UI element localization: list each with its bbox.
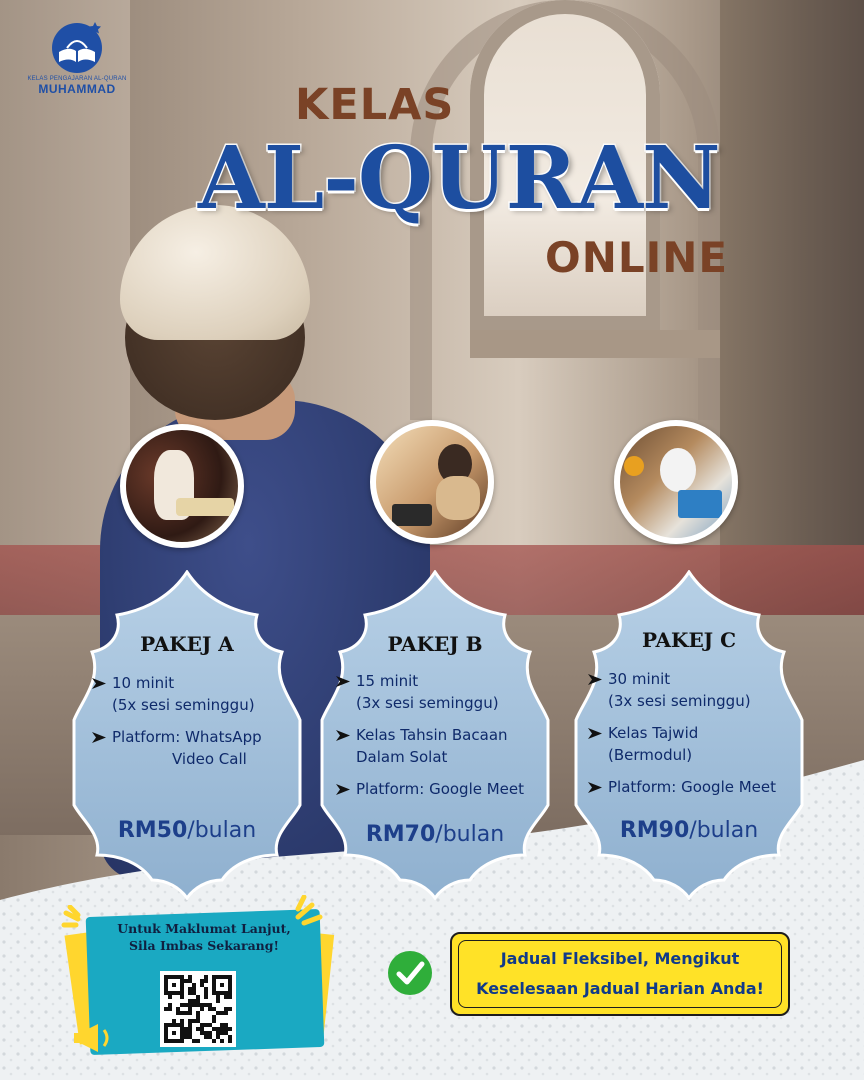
heading-online: ONLINE xyxy=(545,233,729,282)
arrow-bullet-icon xyxy=(588,782,602,793)
qr-code-pattern xyxy=(164,975,232,1043)
feature-item xyxy=(588,776,776,798)
arrow-bullet-icon xyxy=(92,732,106,743)
feature-line: Dalam Solat xyxy=(356,748,448,766)
spark-lines-icon xyxy=(60,905,100,935)
package-card-b xyxy=(320,570,550,900)
banner-line: Keselesaan Jadual Harian Anda! xyxy=(476,979,764,998)
feature-item xyxy=(588,722,776,766)
package-a-features xyxy=(92,672,262,780)
cta-line: Sila Imbas Sekarang! xyxy=(128,938,280,953)
logo-subtitle: KELAS PENGAJARAN AL-QURAN xyxy=(27,76,127,82)
qr-code[interactable] xyxy=(160,971,236,1047)
price-unit: /bulan xyxy=(187,818,257,843)
price-unit: /bulan xyxy=(689,818,759,843)
feature-item xyxy=(92,672,262,716)
arrow-bullet-icon xyxy=(588,728,602,739)
heading-kelas: KELAS xyxy=(295,80,455,130)
price-amount: RM90 xyxy=(619,818,690,843)
package-card-a xyxy=(72,570,302,900)
arrow-bullet-icon xyxy=(92,678,106,689)
feature-line: Video Call xyxy=(172,750,247,768)
package-card-c xyxy=(574,570,804,900)
megaphone-icon xyxy=(72,1018,122,1058)
feature-line: (5x sesi seminggu) xyxy=(112,696,255,714)
package-a-price xyxy=(72,818,302,843)
package-b-photo xyxy=(370,420,494,544)
package-c-title: PAKEJ C xyxy=(641,628,737,652)
package-c-photo xyxy=(614,420,738,544)
banner-line: Jadual Fleksibel, Mengikut xyxy=(500,949,740,968)
heading-main: AL-QURAN xyxy=(198,128,720,229)
banner-text xyxy=(476,944,764,1004)
feature-line: Platform: Google Meet xyxy=(608,778,777,796)
arrow-bullet-icon xyxy=(336,730,350,741)
flexible-schedule-banner xyxy=(450,932,790,1016)
package-b-price xyxy=(320,822,550,847)
feature-line: Kelas Tahsin Bacaan xyxy=(356,726,508,744)
feature-line: 15 minit xyxy=(356,672,419,690)
arrow-bullet-icon xyxy=(588,674,602,685)
package-b-title: PAKEJ B xyxy=(387,632,483,656)
price-unit: /bulan xyxy=(435,822,505,847)
brand-logo xyxy=(22,18,132,96)
feature-line: (3x sesi seminggu) xyxy=(608,692,751,710)
feature-line: Platform: WhatsApp xyxy=(112,728,262,746)
feature-item xyxy=(588,668,776,712)
feature-line: (Bermodul) xyxy=(608,746,693,764)
cta-text xyxy=(94,920,314,954)
feature-item xyxy=(336,670,524,714)
feature-item xyxy=(336,724,524,768)
checkmark-icon xyxy=(387,950,433,996)
package-b-features xyxy=(336,670,524,810)
package-a-photo xyxy=(120,424,244,548)
price-amount: RM70 xyxy=(365,822,436,847)
price-amount: RM50 xyxy=(117,818,188,843)
cta-line: Untuk Maklumat Lanjut, xyxy=(117,921,291,936)
feature-line: 10 minit xyxy=(112,674,175,692)
arrow-bullet-icon xyxy=(336,676,350,687)
spark-lines-icon xyxy=(290,895,330,931)
package-a-title: PAKEJ A xyxy=(140,632,234,656)
feature-line: Kelas Tajwid xyxy=(608,724,699,742)
package-c-features xyxy=(588,668,776,808)
feature-line: (3x sesi seminggu) xyxy=(356,694,499,712)
feature-item xyxy=(92,726,262,770)
package-c-price xyxy=(574,818,804,843)
feature-line: 30 minit xyxy=(608,670,671,688)
arrow-bullet-icon xyxy=(336,784,350,795)
feature-item xyxy=(336,778,524,800)
logo-name: MUHAMMAD xyxy=(38,82,116,96)
feature-line: Platform: Google Meet xyxy=(356,780,525,798)
quran-book-icon xyxy=(45,18,109,74)
